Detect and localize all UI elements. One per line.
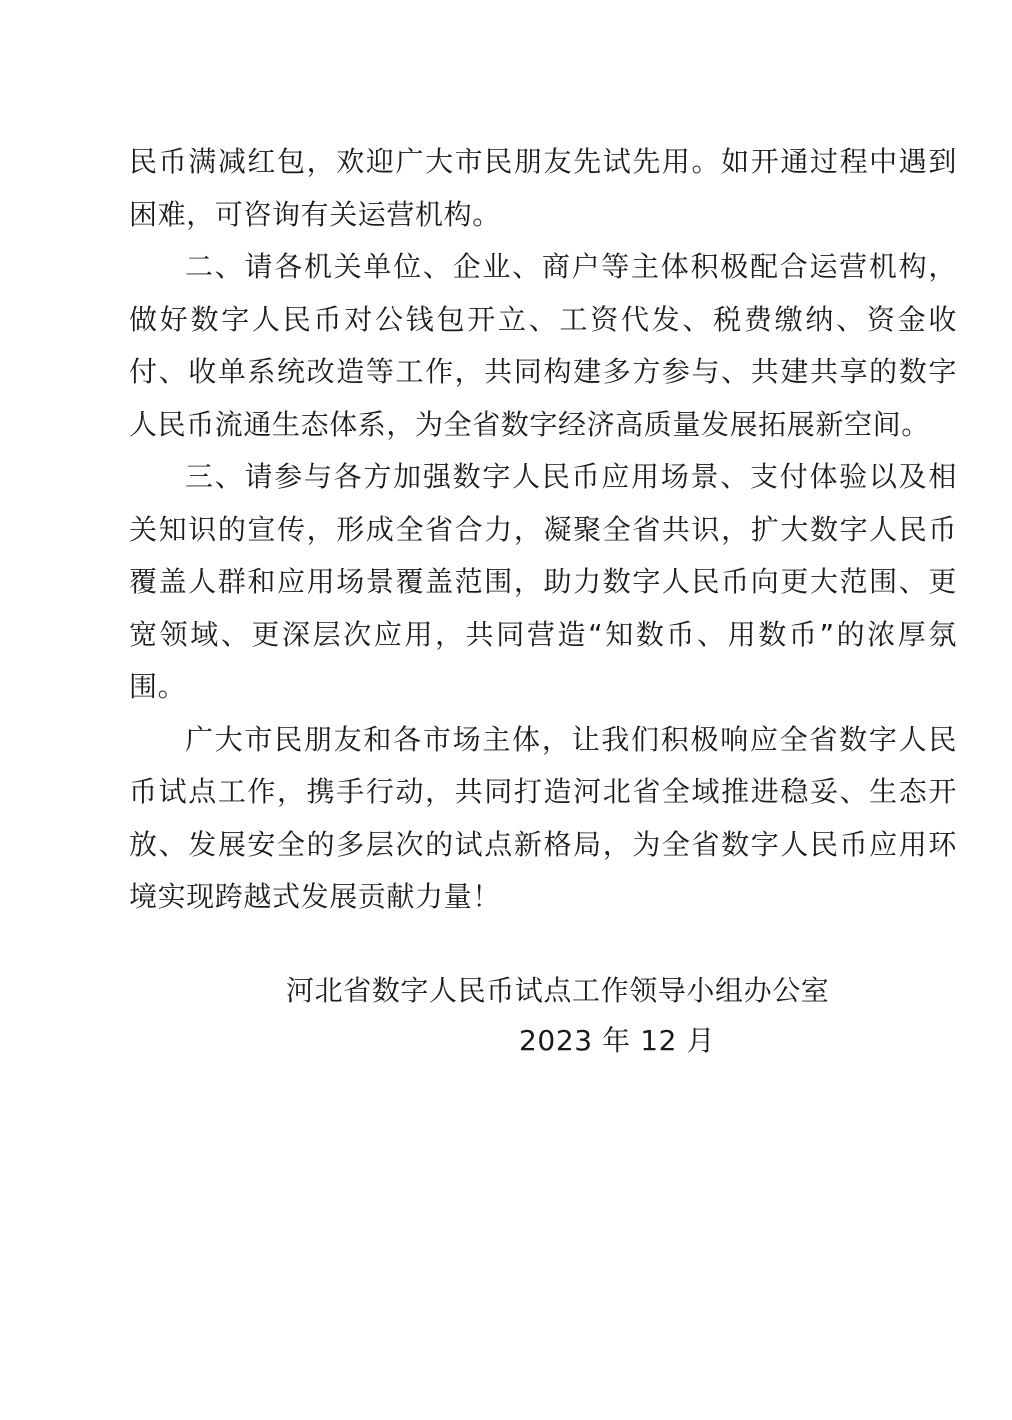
signature-block bbox=[286, 966, 906, 1066]
paragraph-continued: 民币满减红包，欢迎广大市民朋友先试先用。如开通过程中遇到困难，可咨询有关运营机构。 bbox=[129, 145, 957, 231]
paragraph-item-two: 二、请各机关单位、企业、商户等主体积极配合运营机构，做好数字人民币对公钱包开立、工资代发、税费缴纳、资金收付、收单系统改造等工作，共同构建多方参与、共建共享的数字人民币流通生态体系，为全省数字经济高质量发展拓展新空间。 bbox=[129, 250, 957, 441]
signature-organization: 河北省数字人民币试点工作领导小组办公室 bbox=[286, 974, 830, 1007]
document-body bbox=[129, 136, 957, 924]
paragraph-item-three: 三、请参与各方加强数字人民币应用场景、支付体验以及相关知识的宣传，形成全省合力，凝聚全省共识，扩大数字人民币覆盖人群和应用场景覆盖范围，助力数字人民币向更大范围、更宽领域、更深层次应用，共同营造“知数币、用数币”的浓厚氛围。 bbox=[129, 460, 957, 703]
signature-date: 2023 年 12 月 bbox=[519, 1024, 716, 1057]
paragraph-closing: 广大市民朋友和各市场主体，让我们积极响应全省数字人民币试点工作，携手行动，共同打造河北省全域推进稳妥、生态开放、发展安全的多层次的试点新格局，为全省数字人民币应用环境实现跨越式发展贡献力量！ bbox=[129, 722, 957, 913]
